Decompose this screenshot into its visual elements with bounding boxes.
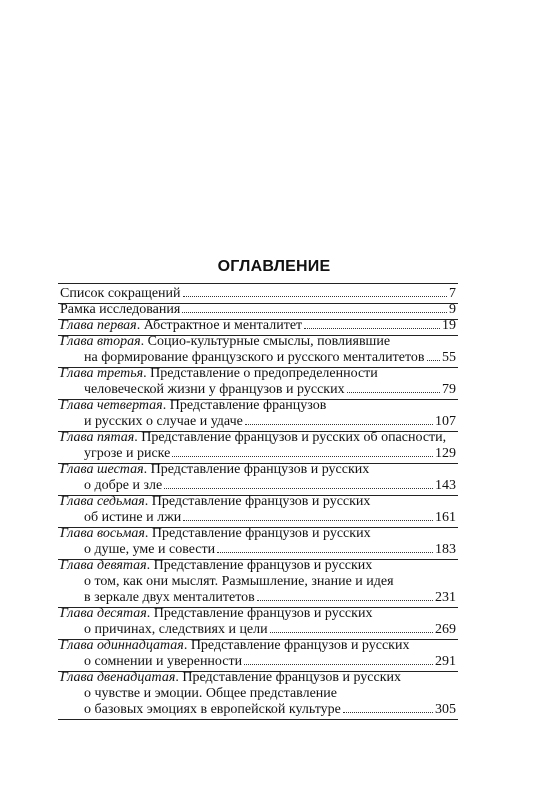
toc-entry (60, 318, 456, 334)
chapter-title: и русских о случае и удаче (84, 414, 243, 429)
toc-line (60, 542, 456, 558)
entry-divider (58, 283, 458, 284)
toc-line (60, 446, 456, 462)
toc-line (60, 318, 456, 334)
toc-line (60, 558, 456, 574)
chapter-title: Список сокращений (60, 286, 181, 301)
toc-line (60, 526, 456, 542)
toc-line-text (60, 430, 446, 446)
toc-line-text (60, 398, 326, 414)
toc-line (60, 462, 456, 478)
toc-line (60, 606, 456, 622)
chapter-title: о чувстве и эмоции. Общее представление (84, 686, 337, 701)
chapter-title: . Представление французов и русских (144, 526, 371, 541)
toc-line-text (84, 382, 345, 398)
toc-line-text (60, 334, 390, 350)
toc-entry (60, 366, 456, 398)
chapter-label: Глава третья (60, 366, 144, 381)
toc-entry (60, 286, 456, 302)
page-number: 269 (435, 622, 456, 637)
toc-line (60, 430, 456, 446)
chapter-title: Рамка исследования (60, 302, 181, 317)
dot-leader (217, 552, 433, 553)
chapter-title: . Абстрактное и менталитет (136, 318, 303, 333)
chapter-label: Глава десятая (60, 606, 147, 621)
chapter-title: о базовых эмоциях в европейской культуре (84, 702, 341, 717)
toc-line-text (84, 702, 341, 718)
chapter-label: Глава девятая (60, 558, 147, 573)
dot-leader (244, 664, 433, 665)
toc-entry (60, 558, 456, 606)
toc-line (60, 334, 456, 350)
chapter-title: о сомнении и уверенности (84, 654, 243, 669)
dot-leader (347, 392, 440, 393)
chapter-title: . Представление французов и русских (175, 670, 402, 685)
page-number: 19 (442, 318, 456, 333)
chapter-title: об истине и лжи (84, 510, 182, 525)
chapter-title: . Представление французов (162, 398, 327, 413)
toc-line-text (60, 462, 369, 478)
toc-line (60, 302, 456, 318)
toc-line (60, 398, 456, 414)
toc-line-text (60, 286, 181, 302)
toc-line-text (84, 414, 243, 430)
chapter-label: Глава вторая (60, 334, 141, 349)
toc-line-text (60, 318, 302, 334)
chapter-title: человеческой жизни у французов и русских (84, 382, 345, 397)
toc-line (60, 590, 456, 606)
page-number: 183 (435, 542, 456, 557)
dot-leader (245, 424, 433, 425)
chapter-label: Глава четвертая (60, 398, 163, 413)
page-number: 231 (435, 590, 456, 605)
page-number: 129 (435, 446, 456, 461)
toc-entry (60, 526, 456, 558)
page-number: 55 (442, 350, 456, 365)
dot-leader (427, 360, 440, 361)
toc-line-text (60, 302, 180, 318)
chapter-label: Глава шестая (60, 462, 144, 477)
page-number: 107 (435, 414, 456, 429)
toc-entry (60, 638, 456, 670)
toc-line-text (60, 638, 409, 654)
toc-line-text (60, 494, 370, 510)
toc-line (60, 350, 456, 366)
toc-line (60, 414, 456, 430)
toc-line (60, 478, 456, 494)
toc-entry (60, 302, 456, 318)
toc-line-text (60, 670, 401, 686)
page-number: 79 (442, 382, 456, 397)
entry-divider (58, 719, 458, 720)
chapter-title: на формирование французского и русского менталитетов (84, 350, 425, 365)
chapter-title: . Представление французов и русских (146, 558, 373, 573)
chapter-label: Глава двенадцатая (60, 670, 176, 685)
toc-line-text (84, 622, 268, 638)
dot-leader (172, 456, 433, 457)
dot-leader (304, 328, 440, 329)
toc-entry (60, 430, 456, 462)
toc-line-text (84, 446, 170, 462)
toc-entry (60, 670, 456, 718)
chapter-title: . Представление французов и русских (143, 462, 370, 477)
toc-entry (60, 334, 456, 366)
toc-line-text (84, 478, 162, 494)
page-number: 161 (435, 510, 456, 525)
toc-line (60, 622, 456, 638)
dot-leader (183, 520, 433, 521)
toc-line-text (84, 350, 425, 366)
chapter-title: о причинах, следствиях и цели (84, 622, 268, 637)
toc-heading: ОГЛАВЛЕНИЕ (217, 258, 331, 275)
chapter-label: Глава первая (60, 318, 137, 333)
chapter-title: в зеркале двух менталитетов (84, 590, 255, 605)
toc-line (60, 702, 456, 718)
toc-entry (60, 606, 456, 638)
chapter-title: . Представление французов и русских (146, 606, 373, 621)
page-number: 291 (435, 654, 456, 669)
toc-line (60, 382, 456, 398)
toc-line (60, 366, 456, 382)
toc-line (60, 638, 456, 654)
dot-leader (182, 312, 447, 313)
toc-line-text (84, 654, 242, 670)
toc-line (60, 574, 456, 590)
chapter-title: . Социо-культурные смыслы, повлиявшие (140, 334, 391, 349)
toc-line-text (84, 510, 181, 526)
toc-line (60, 654, 456, 670)
page-number: 7 (449, 286, 456, 301)
chapter-title: о том, как они мыслят. Размышление, знание и идея (84, 574, 394, 589)
page-number: 305 (435, 702, 456, 717)
chapter-title: . Представление французов и русских (183, 638, 410, 653)
toc-line-text (60, 606, 372, 622)
toc-line (60, 286, 456, 302)
dot-leader (183, 296, 447, 297)
page-number: 9 (449, 302, 456, 317)
toc-line (60, 494, 456, 510)
toc-entry (60, 462, 456, 494)
toc-line-text (84, 686, 337, 702)
chapter-label: Глава одиннадцатая (60, 638, 184, 653)
dot-leader (257, 600, 433, 601)
chapter-label: Глава седьмая (60, 494, 145, 509)
dot-leader (164, 488, 433, 489)
page-number: 143 (435, 478, 456, 493)
chapter-title: угрозе и риске (84, 446, 171, 461)
toc-line-text (60, 558, 372, 574)
toc-line (60, 670, 456, 686)
toc-line-text (60, 366, 378, 382)
toc-line-text (84, 574, 394, 590)
chapter-title: о душе, уме и совести (84, 542, 216, 557)
chapter-label: Глава пятая (60, 430, 135, 445)
dot-leader (343, 712, 433, 713)
toc-line-text (60, 526, 371, 542)
table-of-contents (60, 286, 456, 718)
toc-line (60, 686, 456, 702)
chapter-label: Глава восьмая (60, 526, 145, 541)
toc-line-text (84, 590, 255, 606)
chapter-title: . Представление французов и русских об опасности, (134, 430, 447, 445)
chapter-title: о добре и зле (84, 478, 163, 493)
toc-line-text (84, 542, 215, 558)
toc-entry (60, 398, 456, 430)
dot-leader (270, 632, 433, 633)
chapter-title: . Представление о предопределенности (143, 366, 378, 381)
toc-entry (60, 494, 456, 526)
chapter-title: . Представление французов и русских (144, 494, 371, 509)
toc-line (60, 510, 456, 526)
